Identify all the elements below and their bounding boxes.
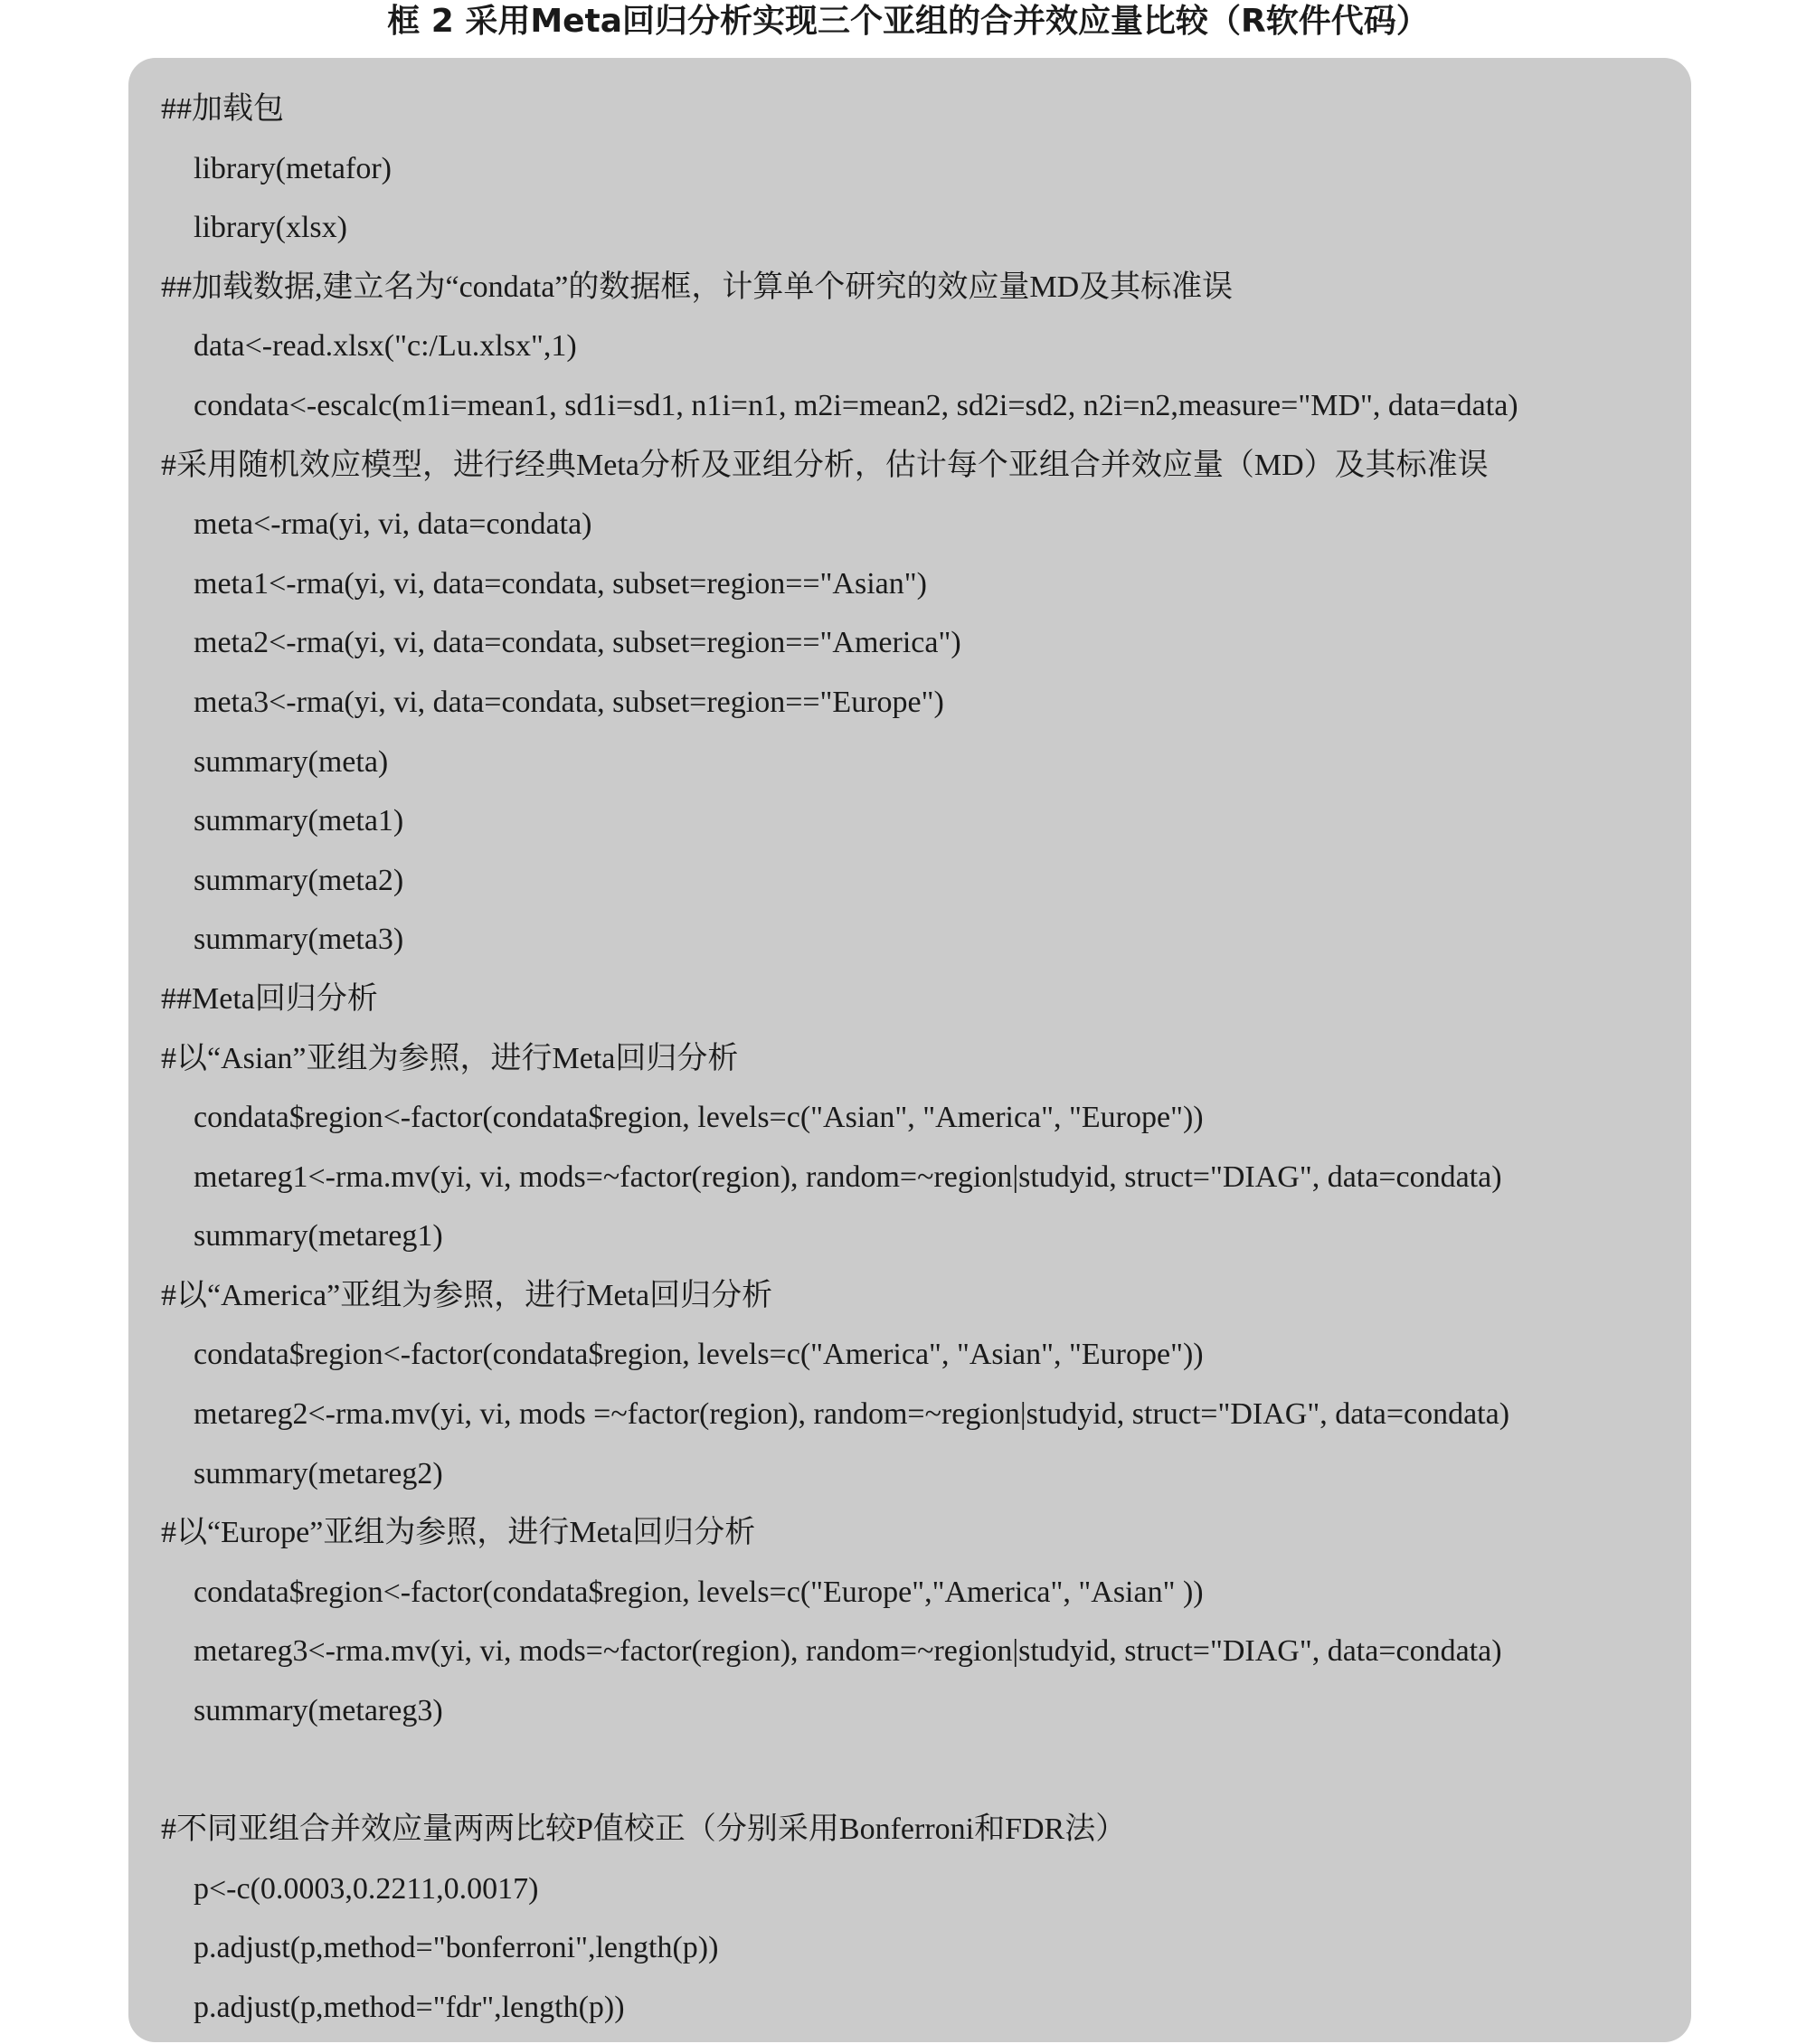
code-line: p.adjust(p,method="bonferroni",length(p))	[194, 1931, 719, 1965]
code-line: condata$region<-factor(condata$region, levels=c("America", "Asian", "Europe"))	[194, 1338, 1204, 1372]
blank-line	[161, 1741, 1691, 1801]
code-line: summary(metareg1)	[194, 1219, 443, 1254]
code-line: summary(metareg2)	[194, 1456, 443, 1490]
code-line: metareg2<-rma.mv(yi, vi, mods =~factor(region), random=~region|studyid, struct="DIAG", data=condata)	[194, 1397, 1510, 1432]
code-comment-line: ##加载包	[161, 92, 284, 126]
code-lines	[161, 80, 1691, 2038]
code-line: condata<-escalc(m1i=mean1, sd1i=sd1, n1i=n1, m2i=mean2, sd2i=sd2, n2i=n2,measure="MD", data=data)	[194, 388, 1518, 422]
code-line: p<-c(0.0003,0.2211,0.0017)	[194, 1871, 539, 1906]
code-line: metareg3<-rma.mv(yi, vi, mods=~factor(region), random=~region|studyid, struct="DIAG", data=condata)	[194, 1634, 1502, 1669]
code-line: data<-read.xlsx("c:/Lu.xlsx",1)	[194, 329, 577, 364]
code-line: condata$region<-factor(condata$region, levels=c("Europe","America", "Asian" ))	[194, 1575, 1204, 1609]
code-box	[128, 58, 1691, 2042]
code-comment-line: #以“Asian”亚组为参照，进行Meta回归分析	[161, 1041, 739, 1075]
box-title: 框 2 采用Meta回归分析实现三个亚组的合并效应量比较（R软件代码）	[387, 3, 1429, 40]
code-comment-line: #采用随机效应模型，进行经典Meta分析及亚组分析，估计每个亚组合并效应量（MD）及其标准误	[161, 448, 1489, 482]
code-line: summary(meta1)	[194, 804, 404, 838]
code-line: p.adjust(p,method="fdr",length(p))	[194, 1991, 625, 2024]
code-line: library(xlsx)	[194, 211, 347, 245]
code-line: summary(metareg3)	[194, 1694, 443, 1728]
code-comment-line: ##加载数据,建立名为“condata”的数据框，计算单个研究的效应量MD及其标准误	[161, 270, 1234, 304]
code-line: summary(meta2)	[194, 863, 404, 897]
code-comment-line: #以“Europe”亚组为参照，进行Meta回归分析	[161, 1516, 756, 1550]
code-line: library(metafor)	[194, 151, 392, 185]
code-line: meta<-rma(yi, vi, data=condata)	[194, 507, 592, 542]
code-line: summary(meta3)	[194, 923, 404, 957]
code-line: meta3<-rma(yi, vi, data=condata, subset=region=="Europe")	[194, 685, 944, 719]
code-line: meta1<-rma(yi, vi, data=condata, subset=region=="Asian")	[194, 566, 927, 601]
code-comment-line: #不同亚组合并效应量两两比较P值校正（分别采用Bonferroni和FDR法）	[161, 1812, 1127, 1847]
code-line: condata$region<-factor(condata$region, levels=c("Asian", "America", "Europe"))	[194, 1101, 1204, 1135]
code-line: meta2<-rma(yi, vi, data=condata, subset=region=="America")	[194, 626, 961, 660]
code-comment-line: ##Meta回归分析	[161, 981, 378, 1016]
code-line: metareg1<-rma.mv(yi, vi, mods=~factor(region), random=~region|studyid, struct="DIAG", data=condata)	[194, 1159, 1502, 1194]
code-line: summary(meta)	[194, 744, 389, 779]
code-comment-line: #以“America”亚组为参照，进行Meta回归分析	[161, 1278, 773, 1312]
